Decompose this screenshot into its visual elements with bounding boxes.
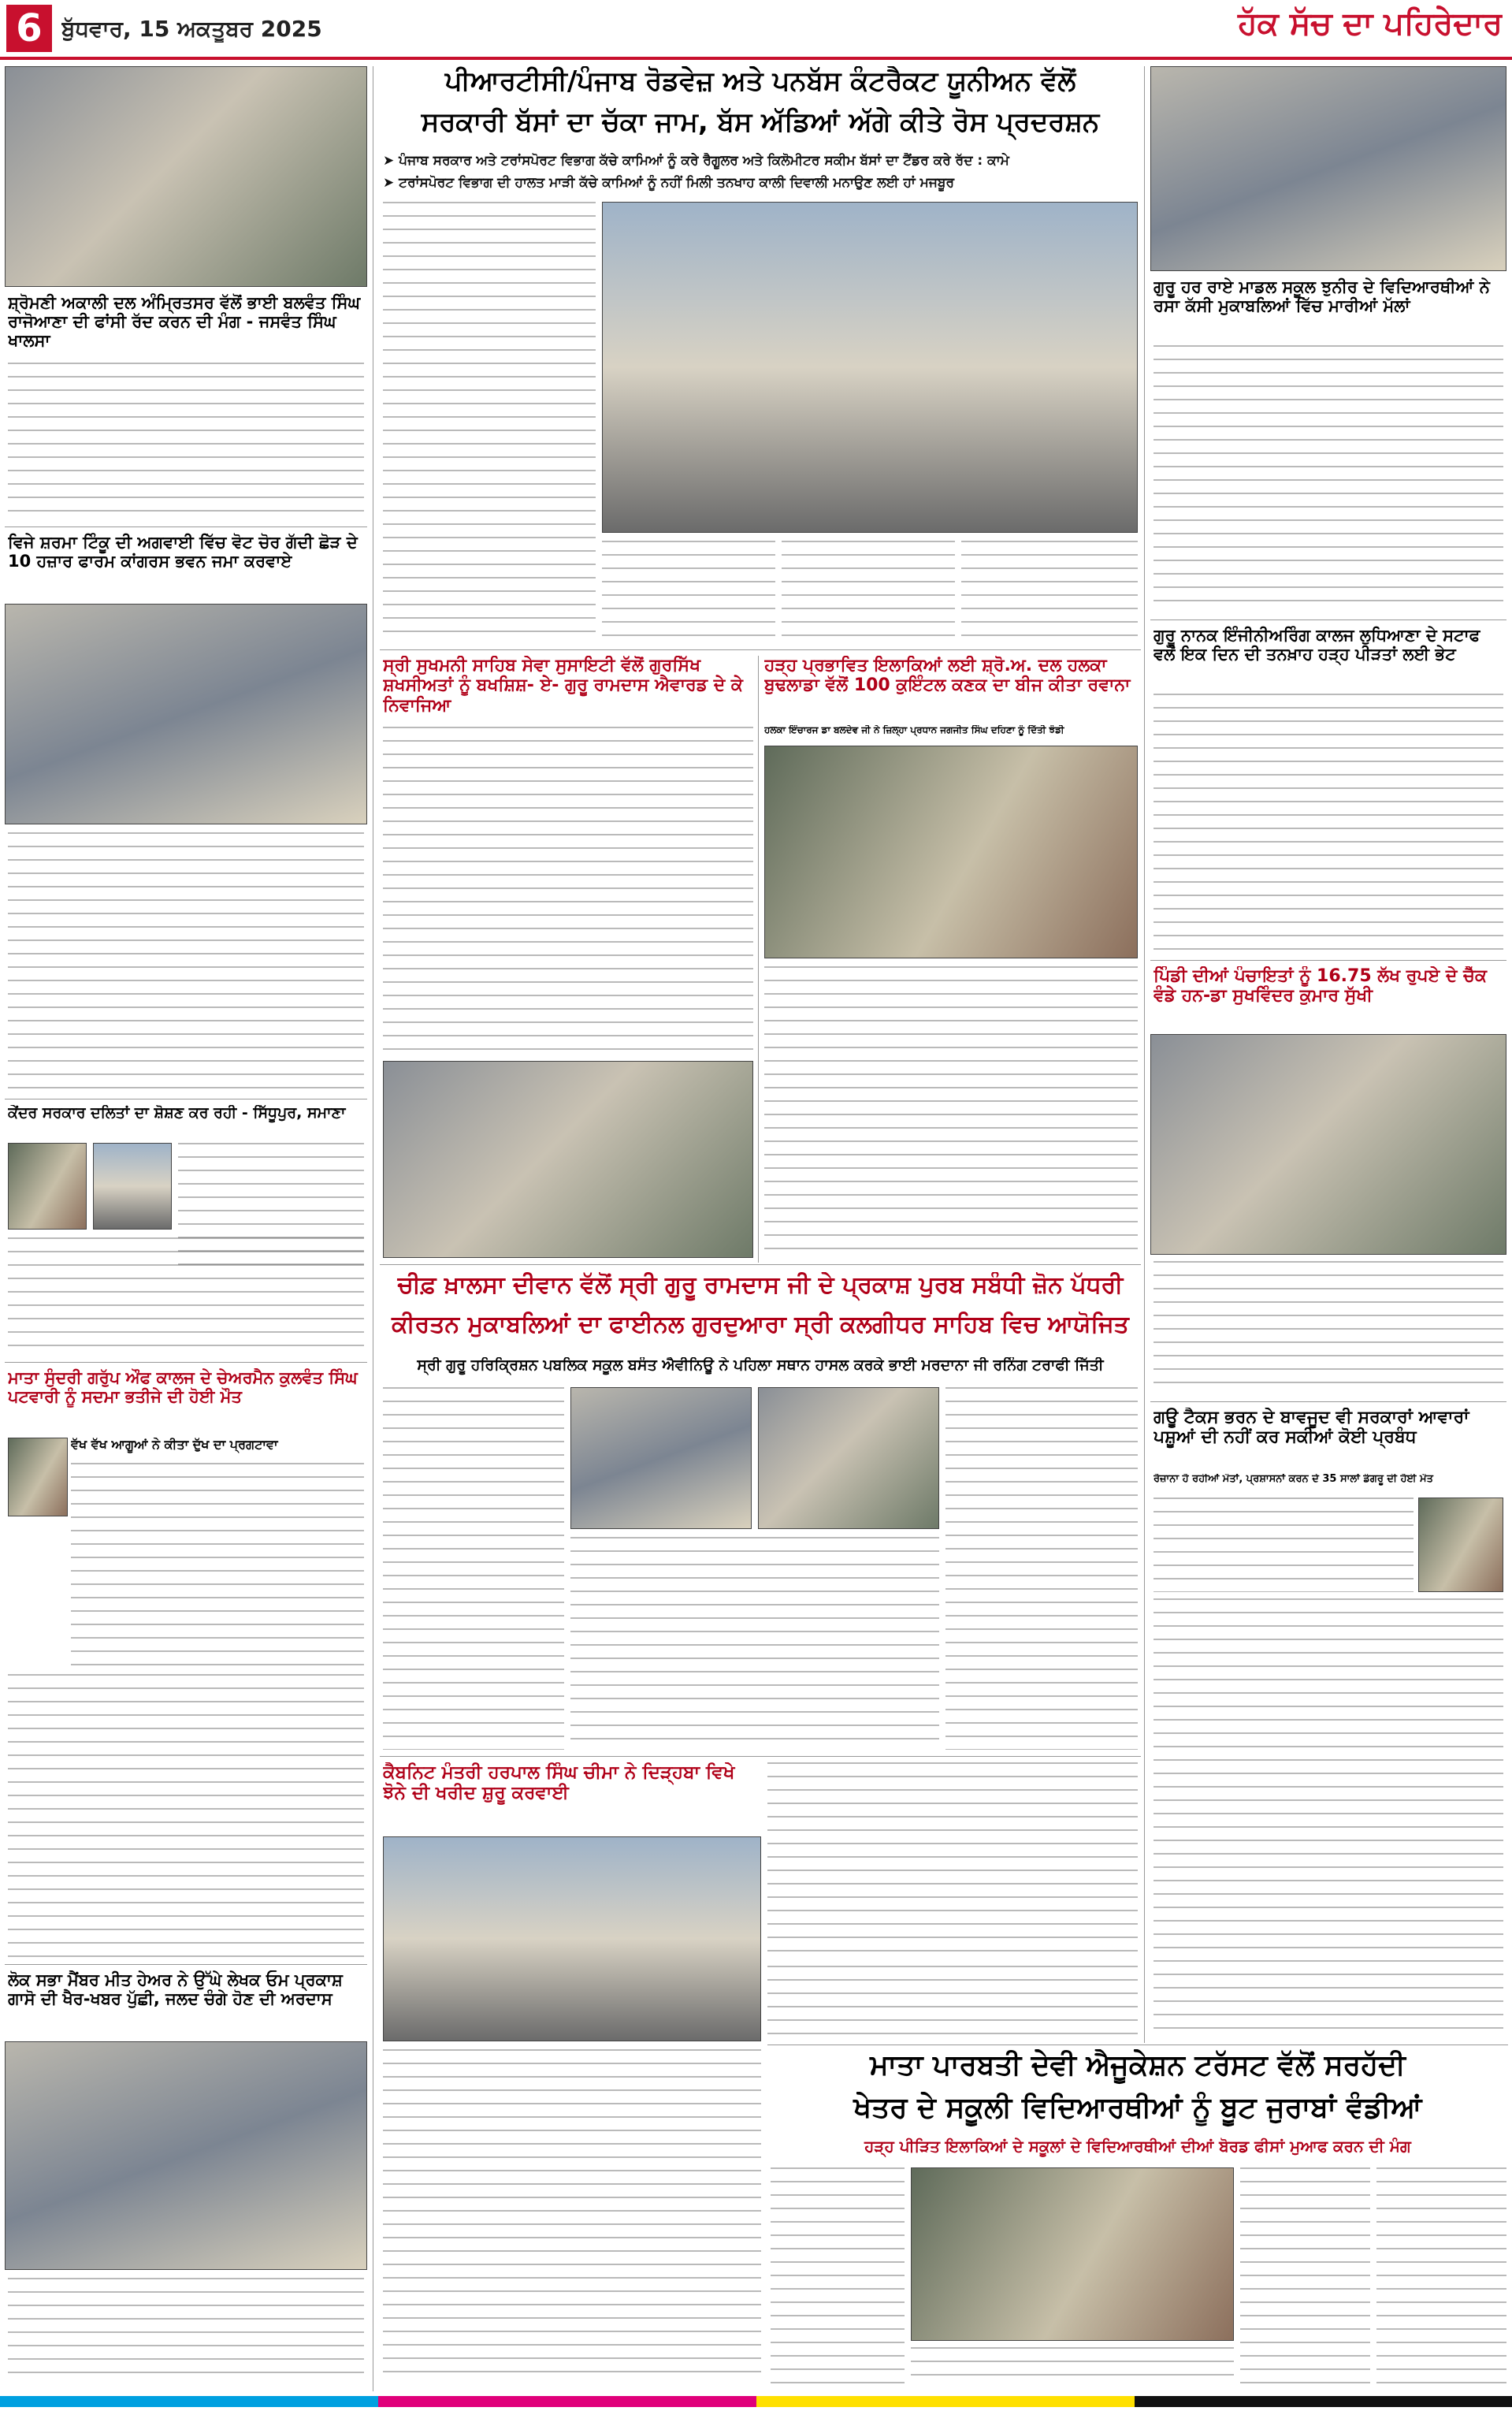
lead-headline-2: ਸਰਕਾਰੀ ਬੱਸਾਂ ਦਾ ਚੱਕਾ ਜਾਮ, ਬੱਸ ਅੱਡਿਆਂ ਅੱਗੇ ਕੀਤੇ ਰੋਸ ਪ੍ਰਦਰਸ਼ਨ: [421, 107, 1100, 138]
right-story2-headline: ਗੁਰੂ ਨਾਨਕ ਇੰਜੀਨੀਅਰਿੰਗ ਕਾਲਜ ਲੁਧਿਆਣਾ ਦੇ ਸਟਾਫ ਵਲੋਂ ਇਕ ਦਿਨ ਦੀ ਤਨਖ਼ਾਹ ਹੜ੍ਹ ਪੀੜਤਾਂ ਲਈ ਭੇਟ: [1154, 626, 1480, 664]
khalsa-headline-2: ਕੀਰਤਨ ਮੁਕਾਬਲਿਆਂ ਦਾ ਫਾਈਨਲ ਗੁਰਦੁਆਰਾ ਸ੍ਰੀ ਕਲਗੀਧਰ ਸਾਹਿਬ ਵਿਚ ਆਯੋਜਿਤ: [392, 1312, 1129, 1338]
divider: [5, 1964, 367, 1965]
lead-bullet-1: ➤ ਪੰਜਾਬ ਸਰਕਾਰ ਅਤੇ ਟਰਾਂਸਪੋਰਟ ਵਿਭਾਗ ਕੱਚੇ ਕਾਮਿਆਂ ਨੂੰ ਕਰੇ ਰੈਗੂਲਰ ਅਤੇ ਕਿਲੋਮੀਟਰ ਸਕੀਮ ਬੱਸਾਂ ਦਾ ਟੈਂਡਰ ਕਰੇ ਰੱਦ : ਕਾਮੇ: [383, 153, 1009, 169]
column-rule: [758, 656, 759, 1263]
cheema-body-c: [383, 2049, 761, 2384]
registration-bar-magenta: [378, 2396, 756, 2407]
flood-subhead: ਹਲਕਾ ਇੰਚਾਰਜ ਡਾ ਬਲਦੇਵ ਜੀ ਨੇ ਜ਼ਿਲ੍ਹਾ ਪ੍ਰਧਾਨ ਜਗਜੀਤ ਸਿੰਘ ਦਹਿਣਾ ਨੂੰ ਦਿੱਤੀ ਝੰਡੀ: [764, 725, 1064, 735]
right-story1-headline: ਗੁਰੂ ਹਰ ਰਾਏ ਮਾਡਲ ਸਕੂਲ ਝੁਨੀਰ ਦੇ ਵਿਦਿਆਰਥੀਆਂ ਨੇ ਰਸਾ ਕੱਸੀ ਮੁਕਾਬਲਿਆਂ ਵਿੱਚ ਮਾਰੀਆਂ ਮੱਲਾਂ: [1154, 277, 1490, 316]
lead-body-col-4: [961, 541, 1138, 643]
lead-body-col-1: [383, 202, 596, 643]
divider: [1150, 619, 1506, 620]
divider: [1150, 960, 1506, 961]
registration-bar-black: [1135, 2396, 1512, 2407]
right-story1-body: [1154, 345, 1503, 613]
cheema-body-a: [767, 1762, 1138, 1959]
right-story3-headline: ਪਿੰਡੀ ਦੀਆਂ ਪੰਚਾਇਤਾਂ ਨੂੰ 16.75 ਲੱਖ ਰੁਪਏ ਦੇ ਚੈੱਕ ਵੰਡੇ ਹਨ-ਡਾ ਸੁਖਵਿੰਦਰ ਕੁਮਾਰ ਸੁੱਖੀ: [1154, 966, 1487, 1006]
right-story4-subhead: ਰੋਜ਼ਾਨਾ ਹੋ ਰਹੀਆਂ ਮੌਤਾਂ, ਪ੍ਰਸ਼ਾਸਨਾਂ ਕਰਨ ਦੇ 35 ਸਾਲਾਂ ਡੰਗਰੂ ਦੀ ਹੋਈ ਮੌਤ: [1154, 1474, 1433, 1485]
left-story1-headline: ਸ਼੍ਰੋਮਣੀ ਅਕਾਲੀ ਦਲ ਅੰਮ੍ਰਿਤਸਰ ਵੱਲੋਂ ਭਾਈ ਬਲਵੰਤ ਸਿੰਘ ਰਾਜੋਆਣਾ ਦੀ ਫਾਂਸੀ ਰੱਦ ਕਰਨ ਦੀ ਮੰਗ - ਜਸਵੰਤ ਸਿੰਘ ਖਾਲਸਾ: [8, 293, 361, 351]
right-photo-2: [1150, 1034, 1506, 1255]
right-photo-1: [1150, 66, 1506, 271]
masthead: [1172, 5, 1503, 55]
lead-bullet-2-text: ਟਰਾਂਸਪੋਰਟ ਵਿਭਾਗ ਦੀ ਹਾਲਤ ਮਾੜੀ ਕੱਚੇ ਕਾਮਿਆਂ ਨੂੰ ਨਹੀਂ ਮਿਲੀ ਤਨਖਾਹ ਕਾਲੀ ਦਿਵਾਲੀ ਮਨਾਉਣ ਲਈ ਹਾਂ ਮਜਬੂਰ: [399, 175, 955, 191]
left-story2-body: [8, 832, 364, 1092]
left-story5-headline: ਲੋਕ ਸਭਾ ਮੈਂਬਰ ਮੀਤ ਹੇਅਰ ਨੇ ਉੱਘੇ ਲੇਖਕ ਓਮ ਪ੍ਰਕਾਸ਼ ਗਾਸੋ ਦੀ ਖੈਰ-ਖਬਰ ਪੁੱਛੀ, ਜਲਦ ਚੰਗੇ ਹੋਣ ਦੀ ਅਰਦਾਸ: [8, 1970, 343, 2009]
lead-bullet-2: ➤ ਟਰਾਂਸਪੋਰਟ ਵਿਭਾਗ ਦੀ ਹਾਲਤ ਮਾੜੀ ਕੱਚੇ ਕਾਮਿਆਂ ਨੂੰ ਨਹੀਂ ਮਿਲੀ ਤਨਖਾਹ ਕਾਲੀ ਦਿਵਾਲੀ ਮਨਾਉਣ ਲਈ ਹਾਂ ਮਜਬੂਰ: [383, 175, 955, 191]
divider: [380, 649, 1141, 650]
cheema-body-b: [767, 1966, 1138, 2041]
left-story5-body: [8, 2278, 364, 2384]
registration-bar-yellow: [756, 2396, 1135, 2407]
khalsa-body-mid: [570, 1537, 939, 1750]
left-photo-2: [5, 604, 367, 824]
khalsa-subhead: ਸ੍ਰੀ ਗੁਰੂ ਹਰਿਕ੍ਰਿਸ਼ਨ ਪਬਲਿਕ ਸਕੂਲ ਬਸੰਤ ਐਵੀਨਿਊ ਨੇ ਪਹਿਲਾ ਸਥਾਨ ਹਾਸਲ ਕਰਕੇ ਭਾਈ ਮਰਦਾਨਾ ਜੀ ਰਨਿੰਗ ਟਰਾਫੀ ਜਿੱਤੀ: [417, 1357, 1104, 1374]
khalsa-photo-1: [570, 1387, 752, 1529]
right-story4-body-a: [1154, 1498, 1414, 1592]
parvati-body-col-3: [1240, 2167, 1370, 2384]
divider: [1150, 1401, 1506, 1402]
left-story3-body-b: [8, 1237, 364, 1356]
lead-photo: [602, 202, 1138, 533]
divider: [380, 1264, 1141, 1265]
registration-bar-cyan: [0, 2396, 378, 2407]
right-story4-body-b: [1154, 1598, 1503, 2040]
right-story3-body: [1154, 1261, 1503, 1395]
sukhmani-headline: ਸ੍ਰੀ ਸੁਖਮਨੀ ਸਾਹਿਬ ਸੇਵਾ ਸੁਸਾਇਟੀ ਵੱਲੋਂ ਗੁਰਸਿੱਖ ਸ਼ਖਸੀਅਤਾਂ ਨੂੰ ਬਖਸ਼ਿਸ਼- ਏ- ਗੁਰੂ ਰਾਮਦਾਸ ਐਵਾਰਡ ਦੇ ਕੇ ਨਿਵਾਜਿਆ: [383, 656, 743, 716]
divider: [5, 526, 367, 527]
sukhmani-photo: [383, 1061, 753, 1258]
divider: [380, 1756, 1141, 1757]
khalsa-body-col-4: [945, 1387, 1138, 1750]
lead-bullet-1-text: ਪੰਜਾਬ ਸਰਕਾਰ ਅਤੇ ਟਰਾਂਸਪੋਰਟ ਵਿਭਾਗ ਕੱਚੇ ਕਾਮਿਆਂ ਨੂੰ ਕਰੇ ਰੈਗੂਲਰ ਅਤੇ ਕਿਲੋਮੀਟਰ ਸਕੀਮ ਬੱਸਾਂ ਦਾ ਟੈਂਡਰ ਕਰੇ ਰੱਦ : ਕਾਮੇ: [399, 153, 1009, 169]
parvati-headline-1: ਮਾਤਾ ਪਾਰਬਤੀ ਦੇਵੀ ਐਜੂਕੇਸ਼ਨ ਟਰੱਸਟ ਵੱਲੋਂ ਸਰਹੱਦੀ: [870, 2049, 1406, 2082]
parvati-body-col-4: [1376, 2167, 1506, 2384]
left-story4-subhead: ਵੱਖ ਵੱਖ ਆਗੂਆਂ ਨੇ ਕੀਤਾ ਦੁੱਖ ਦਾ ਪ੍ਰਗਟਾਵਾ: [71, 1438, 278, 1452]
page-number: 6: [6, 5, 52, 52]
sukhmani-body: [383, 727, 753, 1055]
khalsa-photo-2: [758, 1387, 939, 1529]
parvati-body-col-1: [771, 2167, 905, 2384]
parvati-subhead: ਹੜ੍ਹ ਪੀੜਿਤ ਇਲਾਕਿਆਂ ਦੇ ਸਕੂਲਾਂ ਦੇ ਵਿਦਿਆਰਥੀਆਂ ਦੀਆਂ ਬੋਰਡ ਫੀਸਾਂ ਮੁਆਫ ਕਰਨ ਦੀ ਮੰਗ: [864, 2138, 1411, 2156]
date-line: ਬੁੱਧਵਾਰ, 15 ਅਕਤੂਬਰ 2025: [61, 16, 322, 42]
masthead-title: ਹੱਕ ਸੱਚ ਦਾ ਪਹਿਰੇਦਾਰ: [1238, 5, 1503, 42]
left-story1-body: [8, 363, 364, 520]
left-story3-headline: ਕੇਂਦਰ ਸਰਕਾਰ ਦਲਿਤਾਂ ਦਾ ਸ਼ੋਸ਼ਣ ਕਰ ਰਹੀ - ਸਿੱਧੂਪੁਰ, ਸਮਾਣਾ: [8, 1105, 346, 1122]
cheema-headline: ਕੈਬਨਿਟ ਮੰਤਰੀ ਹਰਪਾਲ ਸਿੰਘ ਚੀਮਾ ਨੇ ਦਿੜ੍ਹਬਾ ਵਿਖੇ ਝੋਨੇ ਦੀ ਖਰੀਦ ਸ਼ੁਰੂ ਕਰਵਾਈ: [383, 1762, 735, 1804]
khalsa-body-col-1: [383, 1387, 564, 1750]
left-story4-body-a: [71, 1463, 364, 1668]
left-story2-headline: ਵਿਜੇ ਸ਼ਰਮਾ ਟਿੰਕੂ ਦੀ ਅਗਵਾਈ ਵਿੱਚ ਵੋਟ ਚੋਰ ਗੱਦੀ ਛੋੜ ਦੇ 10 ਹਜ਼ਾਰ ਫਾਰਮ ਕਾਂਗਰਸ ਭਵਨ ਜਮਾ ਕਰਵਾਏ: [8, 533, 358, 571]
parvati-body-caption: [911, 2347, 1234, 2384]
header-rule: [0, 57, 1512, 60]
lead-body-col-2: [602, 541, 775, 643]
left-story4-headline: ਮਾਤਾ ਸੁੰਦਰੀ ਗਰੁੱਪ ਔਫ ਕਾਲਜ ਦੇ ਚੇਅਰਮੈਨ ਕੁਲਵੰਤ ਸਿੰਘ ਪਟਵਾਰੀ ਨੂੰ ਸਦਮਾ ਭਤੀਜੇ ਦੀ ਹੋਈ ਮੌਤ: [8, 1368, 358, 1407]
flood-body: [764, 966, 1138, 1258]
portrait-4: [1418, 1498, 1503, 1592]
left-story4-body-b: [8, 1674, 364, 1958]
parvati-headline-2: ਖੇਤਰ ਦੇ ਸਕੂਲੀ ਵਿਦਿਆਰਥੀਆਂ ਨੂੰ ਬੂਟ ਜੁਰਾਬਾਂ ਵੰਡੀਆਂ: [853, 2092, 1422, 2124]
khalsa-headline-1: ਚੀਫ਼ ਖ਼ਾਲਸਾ ਦੀਵਾਨ ਵੱਲੋਂ ਸ੍ਰੀ ਗੁਰੂ ਰਾਮਦਾਸ ਜੀ ਦੇ ਪ੍ਰਕਾਸ਼ ਪੁਰਬ ਸਬੰਧੀ ਜ਼ੋਨ ਪੱਧਰੀ: [397, 1272, 1124, 1299]
portrait-3: [8, 1438, 68, 1516]
right-story4-headline: ਗਊ ਟੈਕਸ ਭਰਨ ਦੇ ਬਾਵਜੂਦ ਵੀ ਸਰਕਾਰਾਂ ਆਵਾਰਾਂ ਪਸ਼ੂਆਂ ਦੀ ਨਹੀਂ ਕਰ ਸਕੀਆਂ ਕੋਈ ਪ੍ਰਬੰਧ: [1154, 1408, 1469, 1448]
flood-headline: ਹੜ੍ਹ ਪ੍ਰਭਾਵਿਤ ਇਲਾਕਿਆਂ ਲਈ ਸ਼੍ਰੋ.ਅ. ਦਲ ਹਲਕਾ ਬੁਢਲਾਡਾ ਵੱਲੋਂ 100 ਕੁਇੰਟਲ ਕਣਕ ਦਾ ਬੀਜ ਕੀਤਾ ਰਵਾਨਾ: [764, 656, 1131, 696]
cheema-photo: [383, 1836, 761, 2041]
left-photo-1: [5, 66, 367, 287]
portrait-1: [8, 1143, 87, 1230]
left-photo-3: [5, 2041, 367, 2270]
lead-headline-1: ਪੀਆਰਟੀਸੀ/ਪੰਜਾਬ ਰੋਡਵੇਜ਼ ਅਤੇ ਪਨਬੱਸ ਕੰਟਰੈਕਟ ਯੂਨੀਅਨ ਵੱਲੋਂ: [444, 66, 1076, 97]
divider: [5, 1362, 367, 1363]
lead-body-col-3: [782, 541, 955, 643]
right-story2-body: [1154, 694, 1503, 954]
parvati-photo: [911, 2167, 1234, 2341]
flood-photo: [764, 746, 1138, 958]
column-rule: [1144, 66, 1145, 2043]
portrait-2: [93, 1143, 172, 1230]
